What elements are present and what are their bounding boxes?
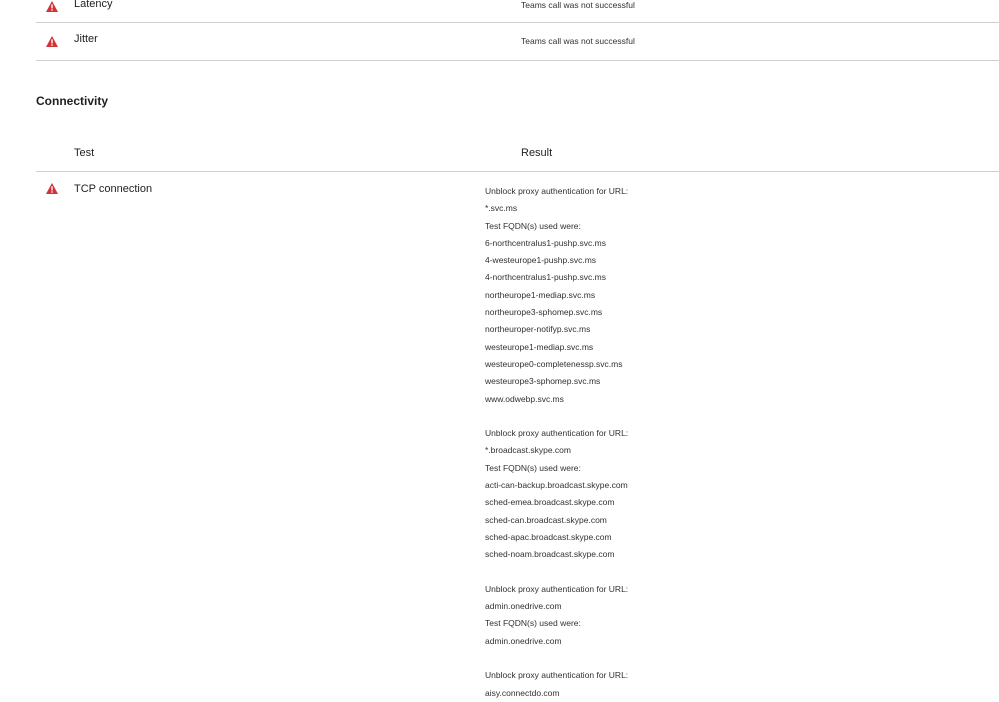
result-line: *.broadcast.skype.com — [485, 445, 571, 456]
column-header-result: Result — [521, 147, 553, 159]
result-line: admin.onedrive.com — [485, 601, 562, 612]
test-name-tcp-connection: TCP connection — [74, 183, 153, 195]
result-line: westeurope1-mediap.svc.ms — [485, 341, 594, 352]
network-health-table — [36, 0, 999, 61]
result-line: sched-can.broadcast.skype.com — [485, 514, 607, 525]
section-title-connectivity: Connectivity — [36, 94, 109, 108]
test-name-latency: Latency — [74, 0, 113, 10]
result-line: aisy.connectdo.com — [485, 687, 560, 698]
result-jitter: Teams call was not successful — [521, 36, 635, 46]
result-line: Unblock proxy authentication for URL: — [485, 670, 629, 681]
result-line: sched-apac.broadcast.skype.com — [485, 531, 612, 542]
result-line: Test FQDN(s) used were: — [485, 220, 581, 231]
result-line: westeurope3-sphomep.svc.ms — [485, 376, 601, 387]
result-line: acti-can-backup.broadcast.skype.com — [485, 480, 628, 491]
result-line: Test FQDN(s) used were: — [485, 618, 581, 629]
table-row — [36, 0, 999, 23]
result-line: 6-northcentralus1-pushp.svc.ms — [485, 237, 606, 248]
result-line: Unblock proxy authentication for URL: — [485, 583, 629, 594]
group-spacer — [485, 564, 955, 581]
table-header-row — [36, 136, 999, 172]
result-line: www.odwebp.svc.ms — [485, 393, 564, 404]
result-line: westeurope0-completenessp.svc.ms — [485, 358, 623, 369]
result-latency: Teams call was not successful — [521, 0, 635, 10]
result-line: Test FQDN(s) used were: — [485, 462, 581, 473]
tcp-result-details — [485, 183, 955, 702]
test-name-jitter: Jitter — [74, 33, 98, 45]
result-line: admin.onedrive.com — [485, 635, 562, 646]
result-line: 4-northcentralus1-pushp.svc.ms — [485, 272, 606, 283]
result-line: northeurope1-mediap.svc.ms — [485, 289, 596, 300]
warning-icon — [46, 183, 58, 194]
result-line: Unblock proxy authentication for URL: — [485, 428, 629, 439]
warning-icon — [46, 36, 58, 47]
result-line: 4-westeurope1-pushp.svc.ms — [485, 255, 597, 266]
result-line: *.svc.ms — [485, 203, 518, 214]
result-line: Unblock proxy authentication for URL: — [485, 186, 629, 196]
table-row — [36, 23, 999, 61]
result-line: sched-noam.broadcast.skype.com — [485, 549, 615, 560]
connectivity-table — [36, 136, 999, 172]
warning-icon — [46, 1, 58, 12]
group-spacer — [485, 408, 955, 425]
column-header-test: Test — [74, 147, 95, 159]
result-line: northeurope3-sphomep.svc.ms — [485, 307, 603, 318]
result-line: sched-emea.broadcast.skype.com — [485, 497, 615, 508]
group-spacer — [485, 650, 955, 667]
result-line: northeuroper-notifyp.svc.ms — [485, 324, 591, 335]
